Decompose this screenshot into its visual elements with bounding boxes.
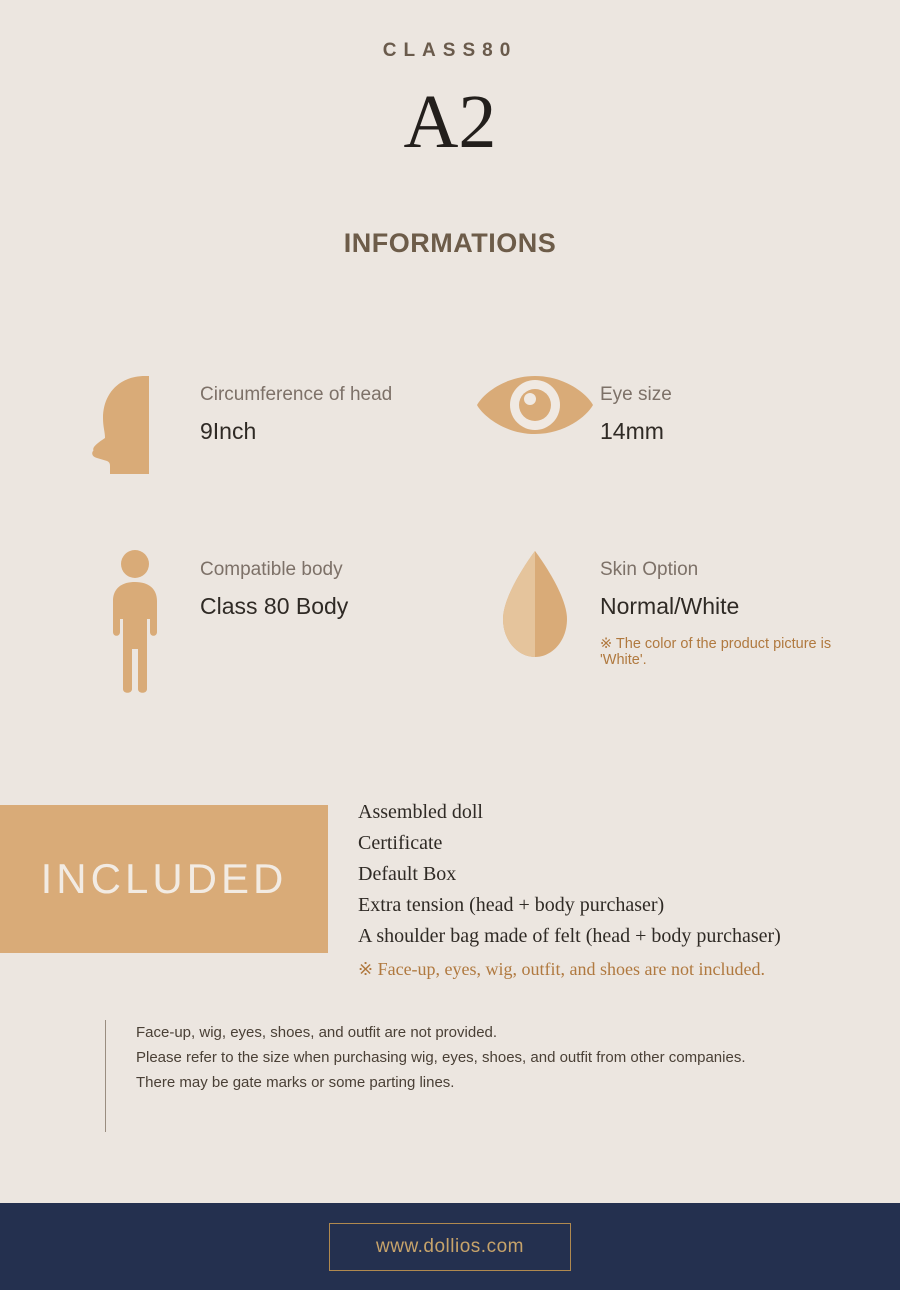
website-link[interactable]: www.dollios.com xyxy=(329,1223,571,1271)
list-item: Assembled doll xyxy=(358,801,483,823)
included-badge-label: INCLUDED xyxy=(40,855,288,902)
info-value: Normal/White xyxy=(600,593,740,619)
note-line: Face-up, wig, eyes, shoes, and outfit are not provided. xyxy=(136,1024,498,1041)
list-item: Default Box xyxy=(358,863,457,885)
eye-icon xyxy=(470,370,600,436)
info-note-skin-color: ※ The color of the product picture is 'White'. xyxy=(600,636,832,668)
notes-section xyxy=(105,1020,746,1132)
footer-bar xyxy=(0,1203,900,1290)
info-item-eye-size xyxy=(470,370,870,545)
brand-name: CLASS80 xyxy=(382,40,518,61)
head-profile-icon xyxy=(70,370,200,476)
included-warning: ※ Face-up, eyes, wig, outfit, and shoes are not included. xyxy=(358,959,765,979)
info-text-compatible-body xyxy=(200,545,348,620)
included-badge xyxy=(0,805,328,953)
page-title: A2 xyxy=(403,80,497,164)
included-list xyxy=(358,797,781,980)
info-value: 9Inch xyxy=(200,418,257,444)
product-info-page xyxy=(0,40,900,1290)
body-figure-icon xyxy=(70,545,200,694)
note-line: There may be gate marks or some parting lines. xyxy=(136,1074,455,1091)
note-line: Please refer to the size when purchasing wig, eyes, shoes, and outfit from other companies. xyxy=(136,1049,746,1066)
list-item: Certificate xyxy=(358,832,443,854)
info-label: Circumference of head xyxy=(200,384,393,405)
info-label: Eye size xyxy=(600,384,672,405)
droplet-skin-icon xyxy=(470,545,600,661)
list-item: Extra tension (head + body purchaser) xyxy=(358,894,665,916)
info-item-head-circumference xyxy=(70,370,470,545)
info-text-eye-size xyxy=(600,370,672,445)
info-item-skin-option xyxy=(470,545,870,720)
info-value: 14mm xyxy=(600,418,664,444)
info-text-head-circumference xyxy=(200,370,392,445)
information-grid xyxy=(70,370,870,720)
list-item: A shoulder bag made of felt (head + body purchaser) xyxy=(358,925,781,947)
info-text-skin-option xyxy=(600,545,870,668)
info-label: Compatible body xyxy=(200,559,343,580)
info-item-compatible-body xyxy=(70,545,470,720)
section-heading-informations: INFORMATIONS xyxy=(343,228,557,258)
info-value: Class 80 Body xyxy=(200,593,349,619)
info-label: Skin Option xyxy=(600,559,699,580)
included-section xyxy=(0,801,900,979)
